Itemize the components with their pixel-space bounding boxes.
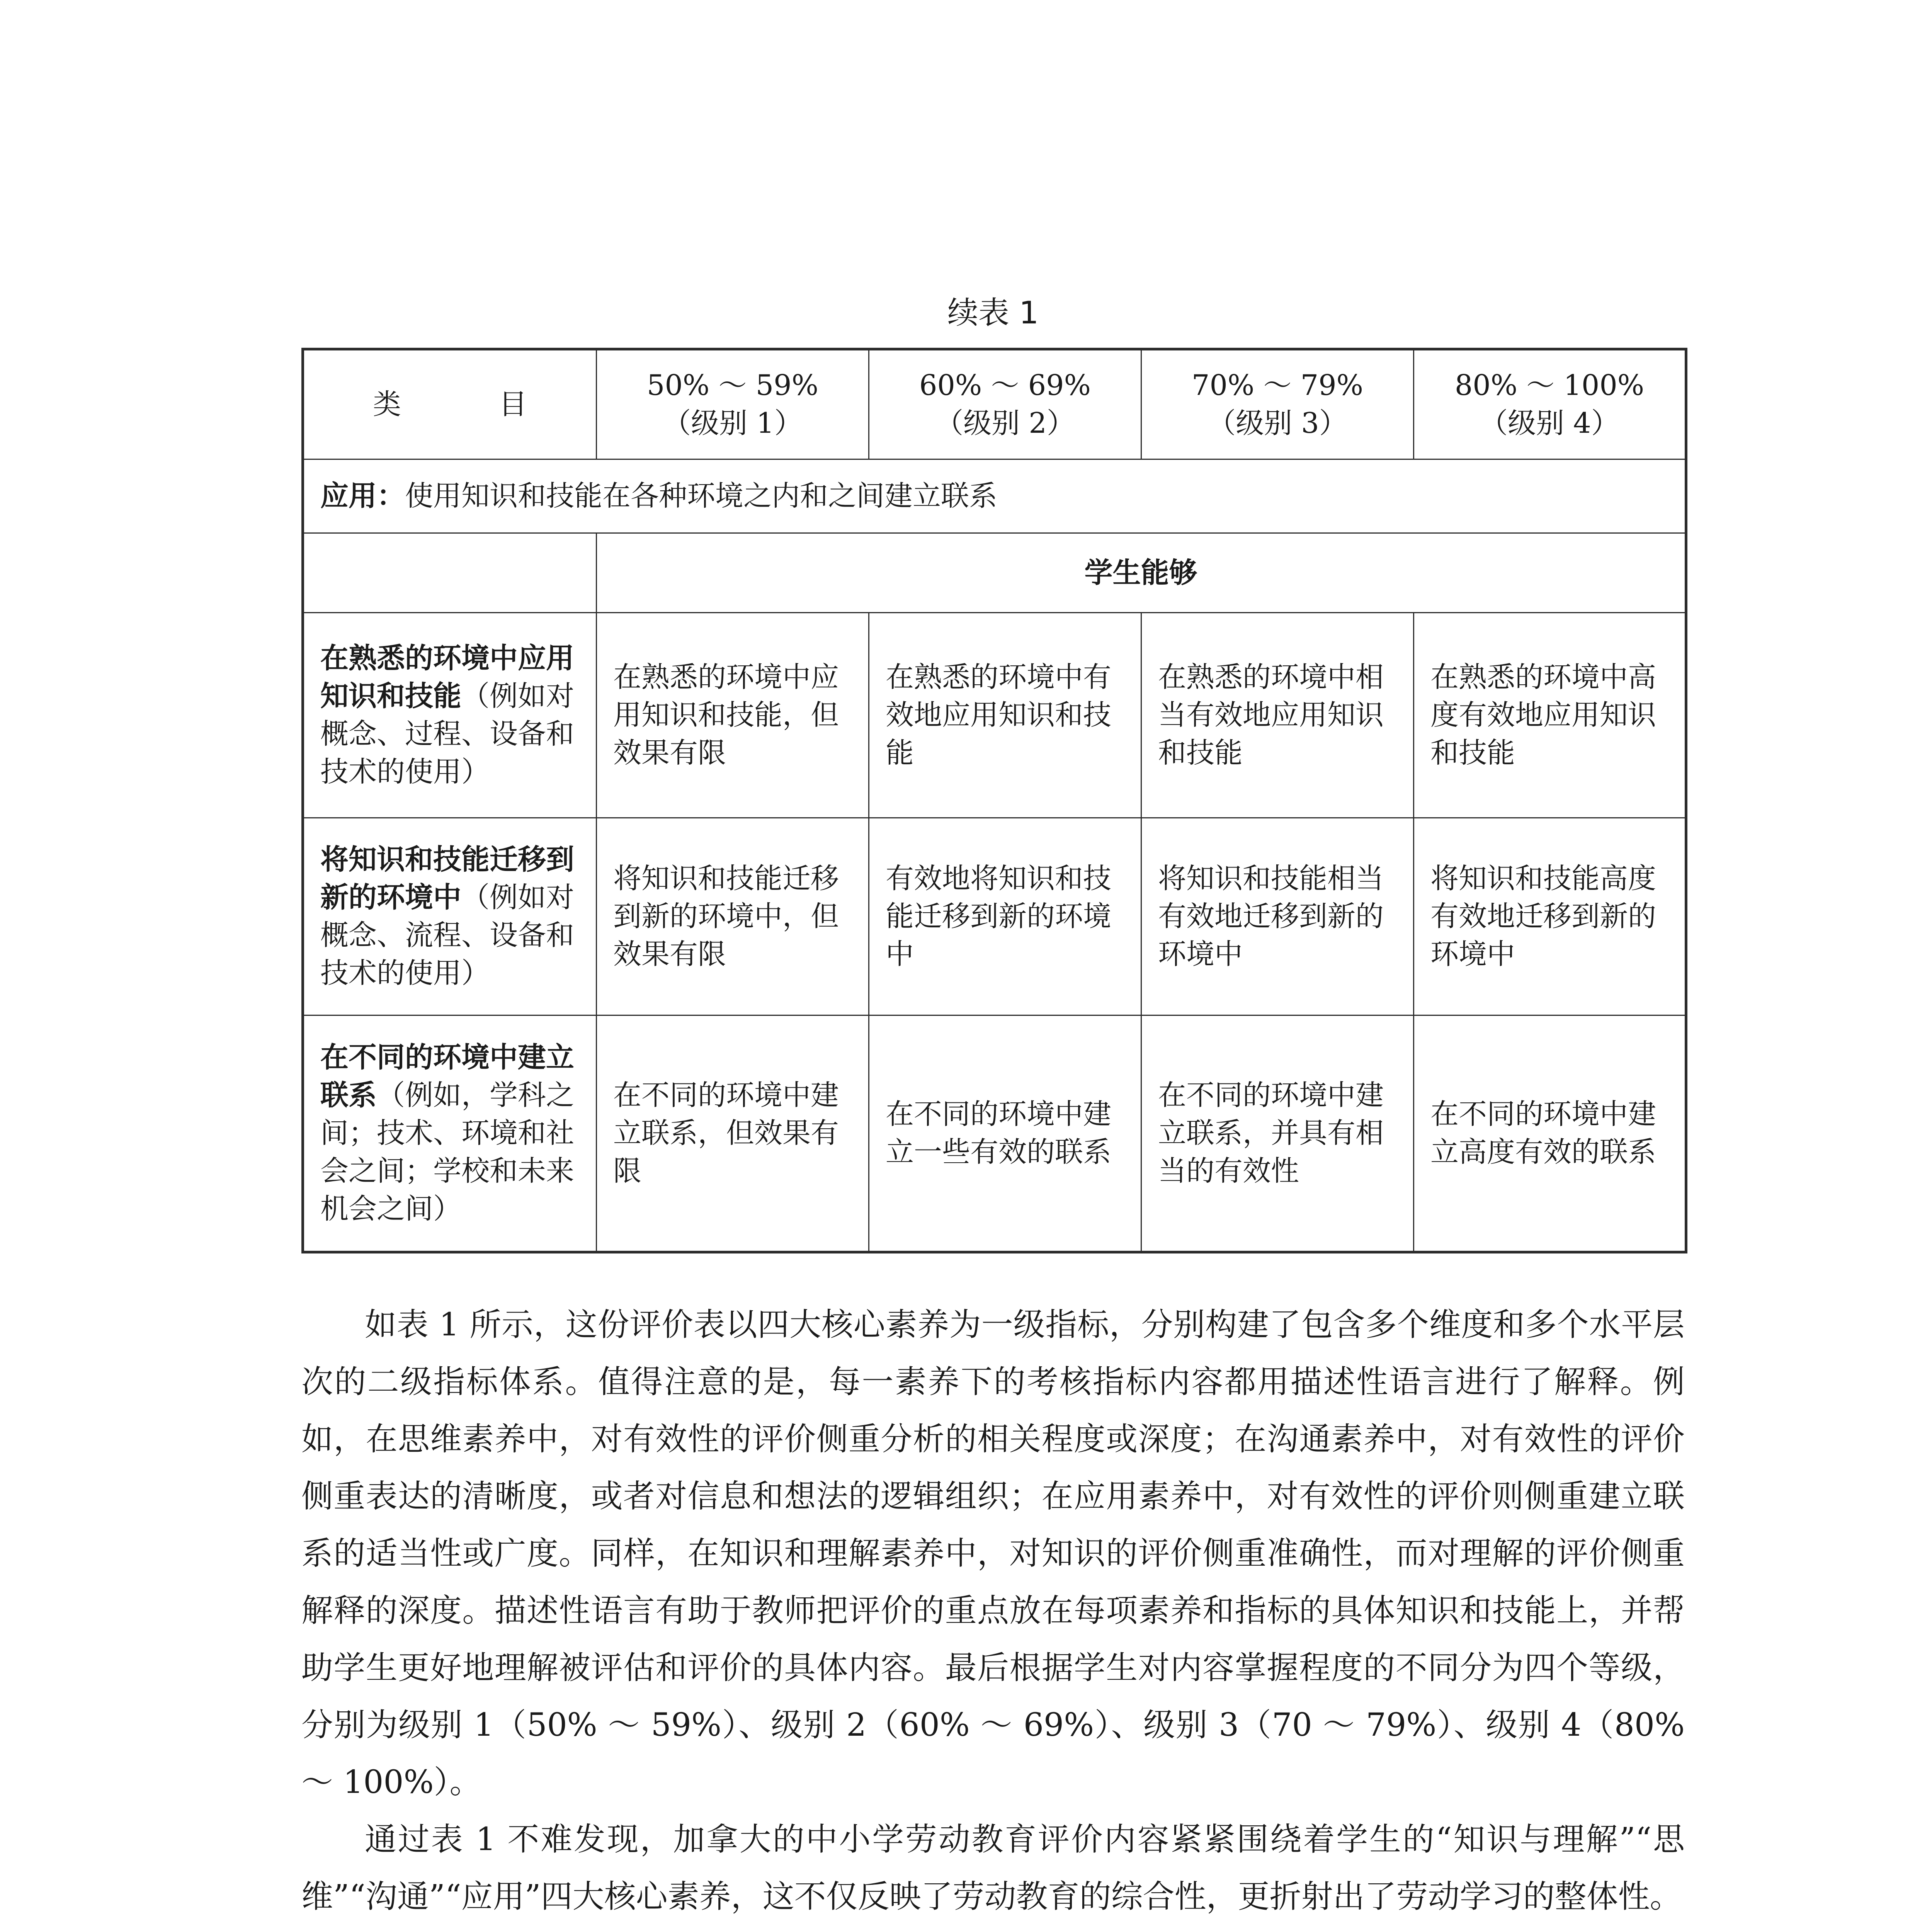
body-text: [301, 1296, 1685, 1932]
level-4-cell: 将知识和技能高度有效地迁移到新的环境中: [1414, 818, 1686, 1015]
level-1-cell: 在熟悉的环境中应用知识和技能，但效果有限: [597, 613, 869, 818]
header-level-1: [597, 349, 869, 459]
header-level-4: [1414, 349, 1686, 459]
level-2-cell: 有效地将知识和技能迁移到新的环境中: [869, 818, 1141, 1015]
criterion-bold: 将知识和技能迁移到新的环境中: [320, 843, 574, 914]
section-heading: [301, 1925, 1685, 1932]
header-level-3: [1141, 349, 1414, 459]
level-range: 70% ～ 79%: [1192, 369, 1363, 402]
level-3-cell: 在熟悉的环境中相当有效地应用知识和技能: [1141, 613, 1414, 818]
level-name: （级别 4）: [1480, 407, 1619, 440]
criterion-note: （例如对概念、流程、设备和技术的使用）: [320, 881, 574, 990]
domain-label: 应用：: [320, 480, 405, 512]
level-3-cell: 将知识和技能相当有效地迁移到新的环境中: [1141, 818, 1414, 1015]
criterion-cell: [303, 818, 597, 1015]
level-range: 50% ～ 59%: [647, 369, 818, 402]
level-4-cell: 在熟悉的环境中高度有效地应用知识和技能: [1414, 613, 1686, 818]
level-2-cell: 在熟悉的环境中有效地应用知识和技能: [869, 613, 1141, 818]
domain-row: [303, 459, 1686, 533]
level-1-cell: 将知识和技能迁移到新的环境中，但效果有限: [597, 818, 869, 1015]
header-level-2: [869, 349, 1141, 459]
level-1-cell: 在不同的环境中建立联系，但效果有限: [597, 1015, 869, 1252]
level-name: （级别 3）: [1208, 407, 1347, 440]
rubric-table: [301, 348, 1687, 1253]
level-name: （级别 1）: [663, 407, 803, 440]
paragraph: 如表 1 所示，这份评价表以四大核心素养为一级指标，分别构建了包含多个维度和多个水平层次的二级指标体系。值得注意的是，每一素养下的考核指标内容都用描述性语言进行了解释。例如，在思维素养中，对有效性的评价侧重分析的相关程度或深度；在沟通素养中，对有效性的评价侧重表达的清晰度，或者对信息和想法的逻辑组织；在应用素养中，对有效性的评价则侧重建立联系的适当性或广度。同样，在知识和理解素养中，对知识的评价侧重准确性，而对理解的评价侧重解释的深度。描述性语言有助于教师把评价的重点放在每项素养和指标的具体知识和技能上，并帮助学生更好地理解被评估和评价的具体内容。最后根据学生对内容掌握程度的不同分为四个等级，分别为级别 1（50% ～ 59%）、级别 2（60% ～ 69%）、级别 3（70 ～ 79%）、级别 4（80% ～ 100%）。: [301, 1306, 1685, 1801]
header-category: 类 目: [303, 349, 597, 459]
table-row: [303, 818, 1686, 1015]
level-4-cell: 在不同的环境中建立高度有效的联系: [1414, 1015, 1686, 1252]
level-name: （级别 2）: [935, 407, 1075, 440]
level-3-cell: 在不同的环境中建立联系，并具有相当的有效性: [1141, 1015, 1414, 1252]
level-range: 60% ～ 69%: [919, 369, 1091, 402]
paragraph: 通过表 1 不难发现，加拿大的中小学劳动教育评价内容紧紧围绕着学生的“知识与理解”“思维”“沟通”“应用”四大核心素养，这不仅反映了劳动教育的综合性，更折射出了劳动学习的整体性。: [301, 1821, 1685, 1915]
table-header-row: [303, 349, 1686, 459]
table-caption: 续表 1: [947, 295, 1039, 331]
table-row: [303, 1015, 1686, 1252]
domain-cell: [303, 459, 1686, 533]
level-2-cell: 在不同的环境中建立一些有效的联系: [869, 1015, 1141, 1252]
sub-header-students-can: 学生能够: [597, 533, 1686, 613]
level-range: 80% ～ 100%: [1454, 369, 1645, 402]
criterion-bold: 在不同的环境中建立联系: [320, 1041, 574, 1112]
sub-header-row: [303, 533, 1686, 613]
domain-text: 使用知识和技能在各种环境之内和之间建立联系: [405, 480, 997, 512]
criterion-cell: [303, 613, 597, 818]
criterion-cell: [303, 1015, 597, 1252]
sub-header-empty: [303, 533, 597, 613]
criterion-note: （例如，学科之间；技术、环境和社会之间；学校和未来机会之间）: [320, 1079, 574, 1225]
table-row: [303, 613, 1686, 818]
criterion-bold: 在熟悉的环境中应用知识和技能: [320, 642, 574, 713]
criterion-note: （例如对概念、过程、设备和技术的使用）: [320, 680, 574, 788]
